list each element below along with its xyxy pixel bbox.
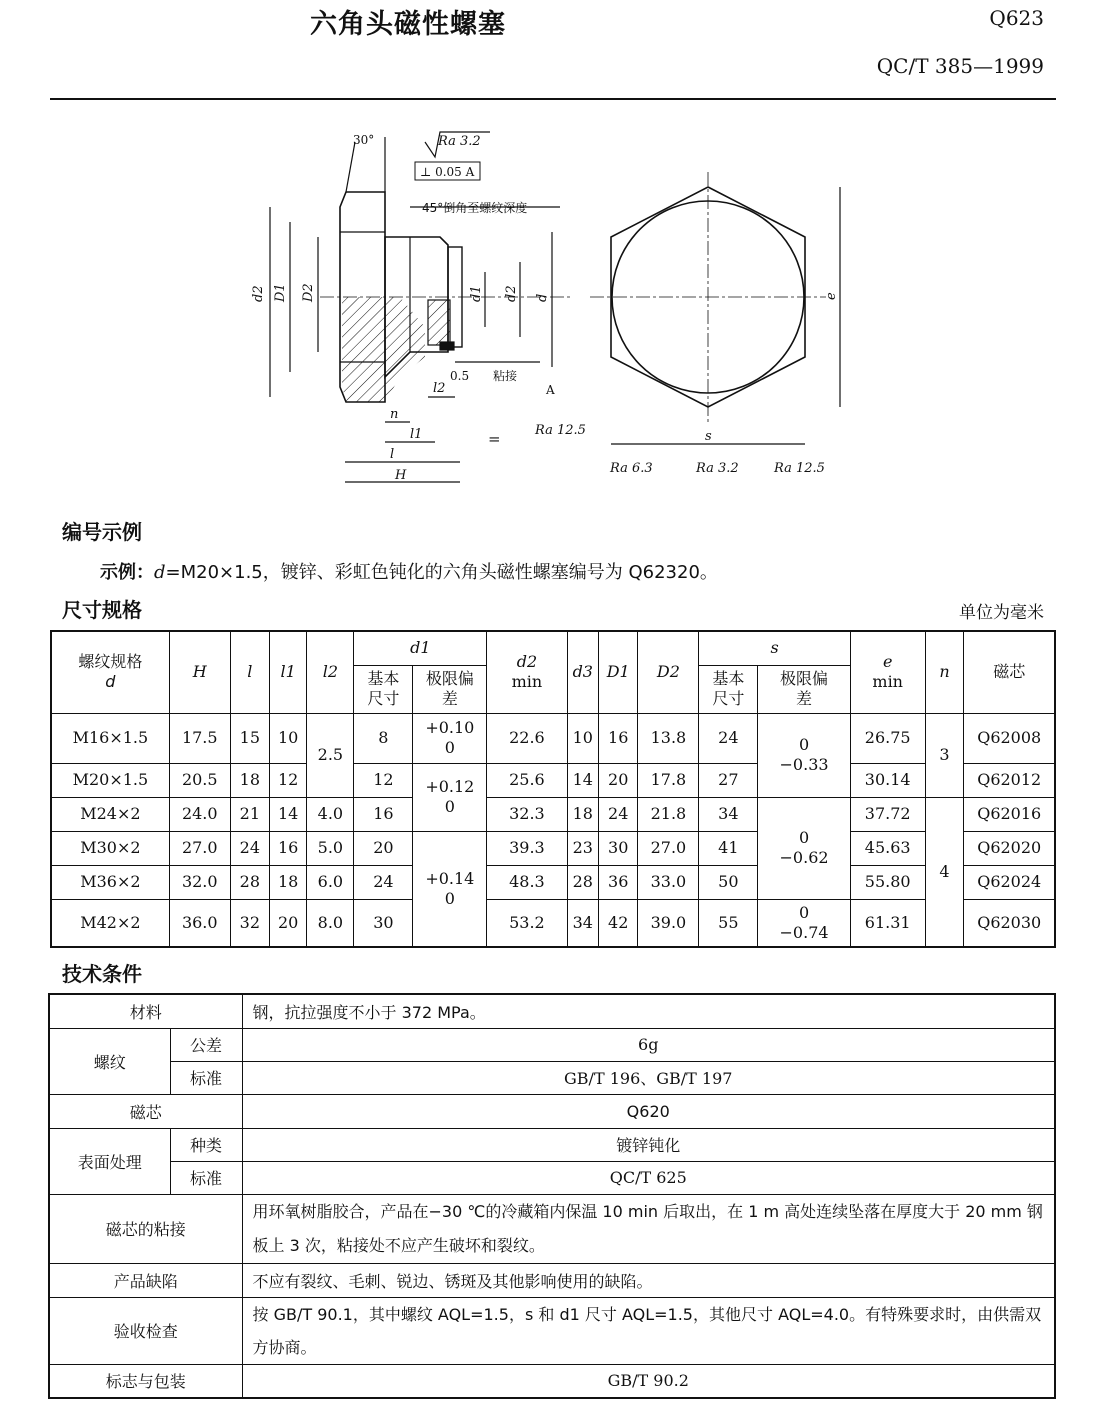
- svg-text:30°: 30°: [353, 133, 375, 147]
- core-label: 磁芯: [49, 1094, 242, 1128]
- svg-text:Ra 6.3: Ra 6.3: [610, 461, 653, 476]
- table-row: [49, 1128, 1055, 1161]
- svg-text:H: H: [395, 468, 407, 483]
- cell-s: 41: [699, 831, 758, 865]
- cell-H: 17.5: [169, 713, 230, 763]
- svg-text:l: l: [390, 447, 395, 462]
- cell-d3: 14: [567, 763, 599, 797]
- example-text: [100, 558, 718, 584]
- svg-text:d1: d1: [469, 285, 484, 302]
- cell-D1: 20: [599, 763, 638, 797]
- cell-s: 24: [699, 713, 758, 763]
- cell-core: Q62012: [964, 763, 1055, 797]
- cell-l1: 18: [269, 865, 306, 899]
- table-row: [49, 1297, 1055, 1364]
- table-row: [51, 831, 1055, 865]
- cell-thread: M20×1.5: [51, 763, 169, 797]
- cell-core: Q62024: [964, 865, 1055, 899]
- header-s-tol: 极限偏差: [758, 665, 851, 713]
- cell-H: 32.0: [169, 865, 230, 899]
- marking-value: GB/T 90.2: [242, 1364, 1055, 1398]
- svg-text:D1: D1: [273, 283, 288, 302]
- cell-l1: 20: [269, 899, 306, 947]
- cell-core: Q62008: [964, 713, 1055, 763]
- cell-H: 27.0: [169, 831, 230, 865]
- svg-text:0.5: 0.5: [450, 369, 470, 383]
- cell-l2: 4.0: [307, 797, 354, 831]
- svg-text:=: =: [488, 430, 501, 448]
- surface-std-label: 标准: [170, 1161, 242, 1194]
- cell-d1: 16: [354, 797, 413, 831]
- cell-d1: 12: [354, 763, 413, 797]
- header-d1: d1: [354, 631, 487, 665]
- cell-d2: 48.3: [487, 865, 567, 899]
- svg-text:l1: l1: [410, 427, 423, 442]
- cell-D2: 27.0: [638, 831, 699, 865]
- material-label: 材料: [49, 994, 242, 1028]
- header-d2: d2 min: [487, 631, 567, 713]
- cell-thread: M16×1.5: [51, 713, 169, 763]
- cell-core: Q62016: [964, 797, 1055, 831]
- cell-D2: 33.0: [638, 865, 699, 899]
- surface-label: 表面处理: [49, 1128, 170, 1194]
- cell-D1: 36: [599, 865, 638, 899]
- cell-l: 18: [230, 763, 269, 797]
- cell-thread: M36×2: [51, 865, 169, 899]
- header-d1-tol: 极限偏差: [413, 665, 487, 713]
- header-row: [51, 631, 1055, 665]
- cell-D2: 13.8: [638, 713, 699, 763]
- cell-s-tol: 0 −0.62: [758, 797, 851, 899]
- table-row: [49, 994, 1055, 1028]
- cell-l1: 12: [269, 763, 306, 797]
- example-body: =M20×1.5，镀锌、彩虹色钝化的六角头磁性螺塞编号为 Q62320。: [165, 562, 718, 583]
- header-D2: D2: [638, 631, 699, 713]
- cell-e: 55.80: [850, 865, 925, 899]
- cell-D2: 39.0: [638, 899, 699, 947]
- inspection-value: 按 GB/T 90.1，其中螺纹 AQL=1.5，s 和 d1 尺寸 AQL=1.5，其他尺寸 AQL=4.0。有特殊要求时，由供需双方协商。: [242, 1297, 1055, 1364]
- cell-l2: 2.5: [307, 713, 354, 797]
- example-var: d: [154, 562, 166, 583]
- cell-H: 20.5: [169, 763, 230, 797]
- cell-D1: 24: [599, 797, 638, 831]
- cell-s-tol: 0 −0.33: [758, 713, 851, 797]
- svg-text:粘接: 粘接: [493, 369, 518, 383]
- header-s-basic: 基本尺寸: [699, 665, 758, 713]
- table-row: [49, 1061, 1055, 1094]
- cell-e: 30.14: [850, 763, 925, 797]
- cell-n: 4: [925, 797, 964, 947]
- dimension-table: [50, 630, 1056, 948]
- thread-std-value: GB/T 196、GB/T 197: [242, 1061, 1055, 1094]
- marking-label: 标志与包装: [49, 1364, 242, 1398]
- header-core: 磁芯: [964, 631, 1055, 713]
- surface-kind-label: 种类: [170, 1128, 242, 1161]
- part-code: Q623: [989, 6, 1044, 30]
- thread-tol-label: 公差: [170, 1028, 242, 1061]
- header-s: s: [699, 631, 850, 665]
- tech-conditions-table: [48, 993, 1056, 1399]
- svg-text:n: n: [390, 407, 399, 422]
- cell-d2: 32.3: [487, 797, 567, 831]
- cell-D2: 21.8: [638, 797, 699, 831]
- bond-value: 用环氧树脂胶合，产品在−30 ℃的冷藏箱内保温 10 min 后取出，在 1 m 高处连续坠落在厚度大于 20 mm 钢板上 3 次，粘接处不应产生破坏和裂纹。: [242, 1194, 1055, 1263]
- cell-l1: 16: [269, 831, 306, 865]
- standard-number: QC/T 385—1999: [876, 54, 1044, 78]
- cell-H: 24.0: [169, 797, 230, 831]
- svg-text:Ra 12.5: Ra 12.5: [535, 423, 586, 438]
- cell-s: 34: [699, 797, 758, 831]
- cell-l2: 5.0: [307, 831, 354, 865]
- cell-l: 15: [230, 713, 269, 763]
- material-value: 钢，抗拉强度不小于 372 MPa。: [242, 994, 1055, 1028]
- cell-l: 28: [230, 865, 269, 899]
- svg-text:45°倒角至螺纹深度: 45°倒角至螺纹深度: [422, 201, 528, 215]
- surface-kind-value: 镀锌钝化: [242, 1128, 1055, 1161]
- svg-text:d: d: [535, 293, 550, 302]
- section-tech-heading: 技术条件: [62, 962, 142, 986]
- cell-D1: 30: [599, 831, 638, 865]
- cell-d2: 25.6: [487, 763, 567, 797]
- defects-label: 产品缺陷: [49, 1263, 242, 1297]
- header-l2: l2: [307, 631, 354, 713]
- table-row: [51, 899, 1055, 947]
- header-thread: 螺纹规格 d: [51, 631, 169, 713]
- svg-text:Ra 3.2: Ra 3.2: [696, 461, 739, 476]
- unit-note: 单位为毫米: [959, 603, 1044, 623]
- svg-text:Ra 3.2: Ra 3.2: [438, 134, 481, 149]
- header-n: n: [925, 631, 964, 713]
- table-row: [51, 713, 1055, 763]
- svg-text:l2: l2: [433, 381, 446, 396]
- table-row: [49, 1028, 1055, 1061]
- svg-text:e: e: [824, 292, 839, 300]
- header-d1-basic: 基本尺寸: [354, 665, 413, 713]
- cell-d1: 20: [354, 831, 413, 865]
- cell-d1-tol: +0.14 0: [413, 831, 487, 947]
- table-row: [49, 1194, 1055, 1263]
- core-value: Q620: [242, 1094, 1055, 1128]
- cell-d3: 18: [567, 797, 599, 831]
- cell-e: 26.75: [850, 713, 925, 763]
- header-l1: l1: [269, 631, 306, 713]
- cell-d3: 34: [567, 899, 599, 947]
- cell-l: 21: [230, 797, 269, 831]
- cell-e: 45.63: [850, 831, 925, 865]
- cell-d3: 23: [567, 831, 599, 865]
- cell-s: 27: [699, 763, 758, 797]
- svg-text:Ra 12.5: Ra 12.5: [774, 461, 825, 476]
- cell-l1: 14: [269, 797, 306, 831]
- table-row: [49, 1263, 1055, 1297]
- table-row: [49, 1364, 1055, 1398]
- header-l: l: [230, 631, 269, 713]
- cell-s: 55: [699, 899, 758, 947]
- cell-d3: 28: [567, 865, 599, 899]
- thread-tol-value: 6g: [242, 1028, 1055, 1061]
- surface-std-value: QC/T 625: [242, 1161, 1055, 1194]
- inspection-label: 验收检查: [49, 1297, 242, 1364]
- cell-s: 50: [699, 865, 758, 899]
- cell-d1: 24: [354, 865, 413, 899]
- svg-text:A: A: [546, 383, 555, 397]
- bond-label: 磁芯的粘接: [49, 1194, 242, 1263]
- section-example-heading: 编号示例: [62, 520, 142, 544]
- svg-text:⊥ 0.05 A: ⊥ 0.05 A: [420, 165, 475, 179]
- header-d3: d3: [567, 631, 599, 713]
- thread-label: 螺纹: [49, 1028, 170, 1094]
- svg-text:d2: d2: [504, 285, 519, 302]
- cell-e: 37.72: [850, 797, 925, 831]
- defects-value: 不应有裂纹、毛刺、锐边、锈斑及其他影响使用的缺陷。: [242, 1263, 1055, 1297]
- table-row: [51, 865, 1055, 899]
- cell-l: 32: [230, 899, 269, 947]
- table-row: [51, 763, 1055, 797]
- cell-core: Q62030: [964, 899, 1055, 947]
- cell-D1: 16: [599, 713, 638, 763]
- cell-d2: 22.6: [487, 713, 567, 763]
- header-H: H: [169, 631, 230, 713]
- page-title: 六角头磁性螺塞: [310, 9, 506, 40]
- cell-d1-tol: +0.12 0: [413, 763, 487, 831]
- cell-d1: 30: [354, 899, 413, 947]
- header-D1: D1: [599, 631, 638, 713]
- cell-D2: 17.8: [638, 763, 699, 797]
- cell-thread: M24×2: [51, 797, 169, 831]
- cell-d2: 53.2: [487, 899, 567, 947]
- cell-D1: 42: [599, 899, 638, 947]
- table-row: [51, 797, 1055, 831]
- svg-text:D2: D2: [301, 283, 316, 302]
- example-label: 示例：: [100, 562, 154, 583]
- cell-s-tol: 0 −0.74: [758, 899, 851, 947]
- cell-thread: M30×2: [51, 831, 169, 865]
- cell-l1: 10: [269, 713, 306, 763]
- svg-text:s: s: [705, 429, 712, 444]
- cell-d1-tol: +0.10 0: [413, 713, 487, 763]
- cell-d1: 8: [354, 713, 413, 763]
- cell-H: 36.0: [169, 899, 230, 947]
- table-row: [49, 1161, 1055, 1194]
- cell-e: 61.31: [850, 899, 925, 947]
- cell-n: 3: [925, 713, 964, 797]
- thread-std-label: 标准: [170, 1061, 242, 1094]
- cell-core: Q62020: [964, 831, 1055, 865]
- cell-l2: 8.0: [307, 899, 354, 947]
- svg-text:d2: d2: [251, 285, 266, 302]
- cell-d3: 10: [567, 713, 599, 763]
- header-e: e min: [850, 631, 925, 713]
- cell-d2: 39.3: [487, 831, 567, 865]
- cell-thread: M42×2: [51, 899, 169, 947]
- section-dimensions-heading: 尺寸规格: [62, 598, 142, 622]
- cell-l: 24: [230, 831, 269, 865]
- technical-drawing: [250, 112, 850, 502]
- cell-l2: 6.0: [307, 865, 354, 899]
- table-row: [49, 1094, 1055, 1128]
- front-view: [590, 172, 840, 444]
- header-rule: [50, 98, 1056, 100]
